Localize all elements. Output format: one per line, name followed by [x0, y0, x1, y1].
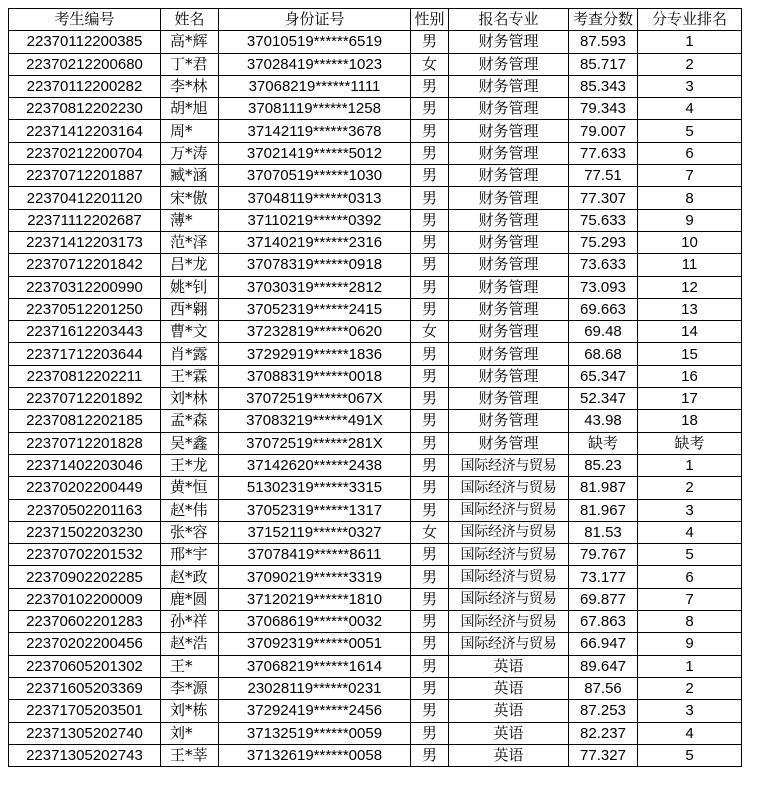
major-cell: 财务管理 [449, 321, 569, 343]
gender-cell: 女 [411, 53, 449, 75]
major-cell: 英语 [449, 655, 569, 677]
exam-id-cell: 22370512201250 [9, 298, 161, 320]
gender-cell: 男 [411, 655, 449, 677]
score-cell: 43.98 [569, 410, 638, 432]
score-cell: 85.23 [569, 454, 638, 476]
table-row [9, 120, 742, 142]
id-number-cell: 23028119******0231 [219, 677, 411, 699]
rank-cell: 15 [638, 343, 742, 365]
major-cell: 财务管理 [449, 365, 569, 387]
major-cell: 国际经济与贸易 [449, 611, 569, 633]
rank-cell: 9 [638, 209, 742, 231]
score-cell: 68.68 [569, 343, 638, 365]
rank-cell: 1 [638, 655, 742, 677]
table-row [9, 521, 742, 543]
name-cell: 王*龙 [161, 454, 219, 476]
id-number-cell: 37072519******281X [219, 432, 411, 454]
score-cell: 87.56 [569, 677, 638, 699]
gender-cell: 男 [411, 120, 449, 142]
name-cell: 万*涛 [161, 142, 219, 164]
table-row [9, 365, 742, 387]
exam-id-cell: 22371112202687 [9, 209, 161, 231]
id-number-cell: 37068219******1111 [219, 75, 411, 97]
table-row [9, 454, 742, 476]
score-cell: 缺考 [569, 432, 638, 454]
header-score: 考查分数 [569, 9, 638, 31]
gender-cell: 男 [411, 477, 449, 499]
score-cell: 85.717 [569, 53, 638, 75]
rank-cell: 11 [638, 254, 742, 276]
rank-cell: 12 [638, 276, 742, 298]
gender-cell: 男 [411, 75, 449, 97]
table-row [9, 31, 742, 53]
rank-cell: 4 [638, 521, 742, 543]
score-cell: 79.007 [569, 120, 638, 142]
header-rank: 分专业排名 [638, 9, 742, 31]
rank-cell: 6 [638, 142, 742, 164]
exam-id-cell: 22370102200009 [9, 588, 161, 610]
score-cell: 79.767 [569, 544, 638, 566]
header-exam-id: 考生编号 [9, 9, 161, 31]
id-number-cell: 37078319******0918 [219, 254, 411, 276]
rank-cell: 4 [638, 98, 742, 120]
exam-id-cell: 22371305202743 [9, 744, 161, 766]
score-cell: 87.253 [569, 700, 638, 722]
exam-id-cell: 22370712201842 [9, 254, 161, 276]
major-cell: 财务管理 [449, 254, 569, 276]
major-cell: 财务管理 [449, 75, 569, 97]
name-cell: 曹*文 [161, 321, 219, 343]
major-cell: 财务管理 [449, 432, 569, 454]
name-cell: 邢*宇 [161, 544, 219, 566]
id-number-cell: 37021419******5012 [219, 142, 411, 164]
table-row [9, 53, 742, 75]
score-cell: 77.307 [569, 187, 638, 209]
exam-id-cell: 22370202200449 [9, 477, 161, 499]
id-number-cell: 37232819******0620 [219, 321, 411, 343]
exam-id-cell: 22370812202185 [9, 410, 161, 432]
exam-id-cell: 22371612203443 [9, 321, 161, 343]
name-cell: 肖*露 [161, 343, 219, 365]
major-cell: 国际经济与贸易 [449, 521, 569, 543]
table-row [9, 298, 742, 320]
exam-id-cell: 22370312200990 [9, 276, 161, 298]
name-cell: 李*源 [161, 677, 219, 699]
results-sheet [8, 8, 742, 767]
table-row [9, 566, 742, 588]
major-cell: 国际经济与贸易 [449, 566, 569, 588]
score-cell: 69.663 [569, 298, 638, 320]
gender-cell: 女 [411, 521, 449, 543]
table-row [9, 410, 742, 432]
exam-id-cell: 22371412203164 [9, 120, 161, 142]
major-cell: 英语 [449, 722, 569, 744]
table-row [9, 388, 742, 410]
id-number-cell: 37092319******0051 [219, 633, 411, 655]
id-number-cell: 37292419******2456 [219, 700, 411, 722]
exam-id-cell: 22370602201283 [9, 611, 161, 633]
score-cell: 75.633 [569, 209, 638, 231]
rank-cell: 5 [638, 744, 742, 766]
table-row [9, 98, 742, 120]
id-number-cell: 37142620******2438 [219, 454, 411, 476]
rank-cell: 2 [638, 677, 742, 699]
table-row [9, 75, 742, 97]
exam-id-cell: 22370712201892 [9, 388, 161, 410]
name-cell: 赵*浩 [161, 633, 219, 655]
exam-id-cell: 22370502201163 [9, 499, 161, 521]
major-cell: 财务管理 [449, 410, 569, 432]
gender-cell: 男 [411, 231, 449, 253]
score-cell: 81.53 [569, 521, 638, 543]
exam-id-cell: 22371502203230 [9, 521, 161, 543]
rank-cell: 18 [638, 410, 742, 432]
score-cell: 87.593 [569, 31, 638, 53]
major-cell: 财务管理 [449, 120, 569, 142]
name-cell: 王* [161, 655, 219, 677]
score-cell: 73.093 [569, 276, 638, 298]
gender-cell: 男 [411, 633, 449, 655]
major-cell: 国际经济与贸易 [449, 588, 569, 610]
table-row [9, 343, 742, 365]
id-number-cell: 37132519******0059 [219, 722, 411, 744]
score-cell: 77.51 [569, 165, 638, 187]
name-cell: 张*容 [161, 521, 219, 543]
name-cell: 王*莘 [161, 744, 219, 766]
name-cell: 范*泽 [161, 231, 219, 253]
rank-cell: 9 [638, 633, 742, 655]
header-major: 报名专业 [449, 9, 569, 31]
exam-id-cell: 22371605203369 [9, 677, 161, 699]
rank-cell: 16 [638, 365, 742, 387]
score-cell: 89.647 [569, 655, 638, 677]
exam-id-cell: 22371412203173 [9, 231, 161, 253]
id-number-cell: 37088319******0018 [219, 365, 411, 387]
rank-cell: 1 [638, 31, 742, 53]
id-number-cell: 37078419******8611 [219, 544, 411, 566]
name-cell: 薄* [161, 209, 219, 231]
name-cell: 吕*龙 [161, 254, 219, 276]
gender-cell: 男 [411, 365, 449, 387]
id-number-cell: 51302319******3315 [219, 477, 411, 499]
gender-cell: 男 [411, 187, 449, 209]
rank-cell: 3 [638, 75, 742, 97]
gender-cell: 男 [411, 499, 449, 521]
id-number-cell: 37090219******3319 [219, 566, 411, 588]
exam-id-cell: 22370412201120 [9, 187, 161, 209]
major-cell: 财务管理 [449, 231, 569, 253]
major-cell: 财务管理 [449, 343, 569, 365]
id-number-cell: 37142119******3678 [219, 120, 411, 142]
rank-cell: 3 [638, 700, 742, 722]
id-number-cell: 37030319******2812 [219, 276, 411, 298]
id-number-cell: 37052319******2415 [219, 298, 411, 320]
exam-id-cell: 22370605201302 [9, 655, 161, 677]
name-cell: 丁*君 [161, 53, 219, 75]
rank-cell: 2 [638, 477, 742, 499]
table-row [9, 321, 742, 343]
major-cell: 财务管理 [449, 31, 569, 53]
id-number-cell: 37010519******6519 [219, 31, 411, 53]
id-number-cell: 37052319******1317 [219, 499, 411, 521]
gender-cell: 男 [411, 142, 449, 164]
gender-cell: 男 [411, 209, 449, 231]
table-row [9, 231, 742, 253]
id-number-cell: 37140219******2316 [219, 231, 411, 253]
rank-cell: 10 [638, 231, 742, 253]
table-row [9, 165, 742, 187]
major-cell: 财务管理 [449, 98, 569, 120]
exam-id-cell: 22370212200680 [9, 53, 161, 75]
rank-cell: 5 [638, 120, 742, 142]
exam-id-cell: 22371402203046 [9, 454, 161, 476]
name-cell: 臧*涵 [161, 165, 219, 187]
name-cell: 孟*森 [161, 410, 219, 432]
header-name: 姓名 [161, 9, 219, 31]
name-cell: 西*翱 [161, 298, 219, 320]
header-row [9, 9, 742, 31]
score-cell: 69.877 [569, 588, 638, 610]
gender-cell: 男 [411, 588, 449, 610]
name-cell: 刘*林 [161, 388, 219, 410]
table-row [9, 655, 742, 677]
table-row [9, 432, 742, 454]
exam-id-cell: 22370712201887 [9, 165, 161, 187]
exam-id-cell: 22370812202230 [9, 98, 161, 120]
major-cell: 国际经济与贸易 [449, 499, 569, 521]
gender-cell: 男 [411, 165, 449, 187]
exam-id-cell: 22370712201828 [9, 432, 161, 454]
score-cell: 77.633 [569, 142, 638, 164]
major-cell: 财务管理 [449, 142, 569, 164]
major-cell: 国际经济与贸易 [449, 454, 569, 476]
rank-cell: 3 [638, 499, 742, 521]
id-number-cell: 37120219******1810 [219, 588, 411, 610]
gender-cell: 男 [411, 566, 449, 588]
rank-cell: 7 [638, 165, 742, 187]
table-row [9, 633, 742, 655]
name-cell: 吴*鑫 [161, 432, 219, 454]
table-row [9, 744, 742, 766]
major-cell: 财务管理 [449, 276, 569, 298]
score-table [8, 8, 742, 767]
header-gender: 性别 [411, 9, 449, 31]
rank-cell: 7 [638, 588, 742, 610]
gender-cell: 男 [411, 677, 449, 699]
name-cell: 宋*傲 [161, 187, 219, 209]
table-body [9, 31, 742, 767]
gender-cell: 男 [411, 611, 449, 633]
score-cell: 85.343 [569, 75, 638, 97]
major-cell: 财务管理 [449, 298, 569, 320]
exam-id-cell: 22371305202740 [9, 722, 161, 744]
rank-cell: 6 [638, 566, 742, 588]
exam-id-cell: 22370702201532 [9, 544, 161, 566]
rank-cell: 2 [638, 53, 742, 75]
major-cell: 英语 [449, 700, 569, 722]
table-row [9, 209, 742, 231]
rank-cell: 4 [638, 722, 742, 744]
rank-cell: 8 [638, 611, 742, 633]
gender-cell: 女 [411, 321, 449, 343]
gender-cell: 男 [411, 276, 449, 298]
name-cell: 赵*伟 [161, 499, 219, 521]
name-cell: 姚*钊 [161, 276, 219, 298]
gender-cell: 男 [411, 343, 449, 365]
gender-cell: 男 [411, 410, 449, 432]
gender-cell: 男 [411, 31, 449, 53]
table-row [9, 276, 742, 298]
id-number-cell: 37132619******0058 [219, 744, 411, 766]
exam-id-cell: 22370902202285 [9, 566, 161, 588]
rank-cell: 13 [638, 298, 742, 320]
name-cell: 孙*祥 [161, 611, 219, 633]
name-cell: 黄*恒 [161, 477, 219, 499]
rank-cell: 缺考 [638, 432, 742, 454]
table-row [9, 254, 742, 276]
name-cell: 李*林 [161, 75, 219, 97]
score-cell: 69.48 [569, 321, 638, 343]
gender-cell: 男 [411, 544, 449, 566]
score-cell: 81.987 [569, 477, 638, 499]
score-cell: 82.237 [569, 722, 638, 744]
gender-cell: 男 [411, 388, 449, 410]
major-cell: 财务管理 [449, 209, 569, 231]
major-cell: 财务管理 [449, 165, 569, 187]
table-header [9, 9, 742, 31]
table-row [9, 142, 742, 164]
id-number-cell: 37081119******1258 [219, 98, 411, 120]
rank-cell: 1 [638, 454, 742, 476]
name-cell: 赵*政 [161, 566, 219, 588]
major-cell: 财务管理 [449, 388, 569, 410]
exam-id-cell: 22370812202211 [9, 365, 161, 387]
name-cell: 刘* [161, 722, 219, 744]
table-row [9, 677, 742, 699]
major-cell: 财务管理 [449, 187, 569, 209]
exam-id-cell: 22370112200282 [9, 75, 161, 97]
table-row [9, 722, 742, 744]
major-cell: 财务管理 [449, 53, 569, 75]
gender-cell: 男 [411, 454, 449, 476]
id-number-cell: 37048119******0313 [219, 187, 411, 209]
exam-id-cell: 22370202200456 [9, 633, 161, 655]
rank-cell: 5 [638, 544, 742, 566]
major-cell: 英语 [449, 744, 569, 766]
score-cell: 77.327 [569, 744, 638, 766]
rank-cell: 14 [638, 321, 742, 343]
exam-id-cell: 22371712203644 [9, 343, 161, 365]
id-number-cell: 37152119******0327 [219, 521, 411, 543]
gender-cell: 男 [411, 254, 449, 276]
exam-id-cell: 22370212200704 [9, 142, 161, 164]
name-cell: 鹿*圆 [161, 588, 219, 610]
score-cell: 81.967 [569, 499, 638, 521]
id-number-cell: 37068219******1614 [219, 655, 411, 677]
score-cell: 52.347 [569, 388, 638, 410]
score-cell: 73.177 [569, 566, 638, 588]
id-number-cell: 37028419******1023 [219, 53, 411, 75]
table-row [9, 700, 742, 722]
score-cell: 65.347 [569, 365, 638, 387]
id-number-cell: 37072519******067X [219, 388, 411, 410]
major-cell: 国际经济与贸易 [449, 633, 569, 655]
id-number-cell: 37110219******0392 [219, 209, 411, 231]
table-row [9, 588, 742, 610]
exam-id-cell: 22371705203501 [9, 700, 161, 722]
name-cell: 周* [161, 120, 219, 142]
id-number-cell: 37068619******0032 [219, 611, 411, 633]
id-number-cell: 37070519******1030 [219, 165, 411, 187]
table-row [9, 499, 742, 521]
major-cell: 国际经济与贸易 [449, 544, 569, 566]
id-number-cell: 37292919******1836 [219, 343, 411, 365]
major-cell: 英语 [449, 677, 569, 699]
gender-cell: 男 [411, 432, 449, 454]
name-cell: 刘*栋 [161, 700, 219, 722]
score-cell: 73.633 [569, 254, 638, 276]
name-cell: 高*辉 [161, 31, 219, 53]
gender-cell: 男 [411, 744, 449, 766]
header-id-number: 身份证号 [219, 9, 411, 31]
id-number-cell: 37083219******491X [219, 410, 411, 432]
score-cell: 66.947 [569, 633, 638, 655]
table-row [9, 187, 742, 209]
name-cell: 王*霖 [161, 365, 219, 387]
name-cell: 胡*旭 [161, 98, 219, 120]
gender-cell: 男 [411, 722, 449, 744]
table-row [9, 477, 742, 499]
rank-cell: 17 [638, 388, 742, 410]
rank-cell: 8 [638, 187, 742, 209]
score-cell: 75.293 [569, 231, 638, 253]
score-cell: 67.863 [569, 611, 638, 633]
table-row [9, 611, 742, 633]
major-cell: 国际经济与贸易 [449, 477, 569, 499]
exam-id-cell: 22370112200385 [9, 31, 161, 53]
gender-cell: 男 [411, 98, 449, 120]
table-row [9, 544, 742, 566]
score-cell: 79.343 [569, 98, 638, 120]
gender-cell: 男 [411, 700, 449, 722]
gender-cell: 男 [411, 298, 449, 320]
